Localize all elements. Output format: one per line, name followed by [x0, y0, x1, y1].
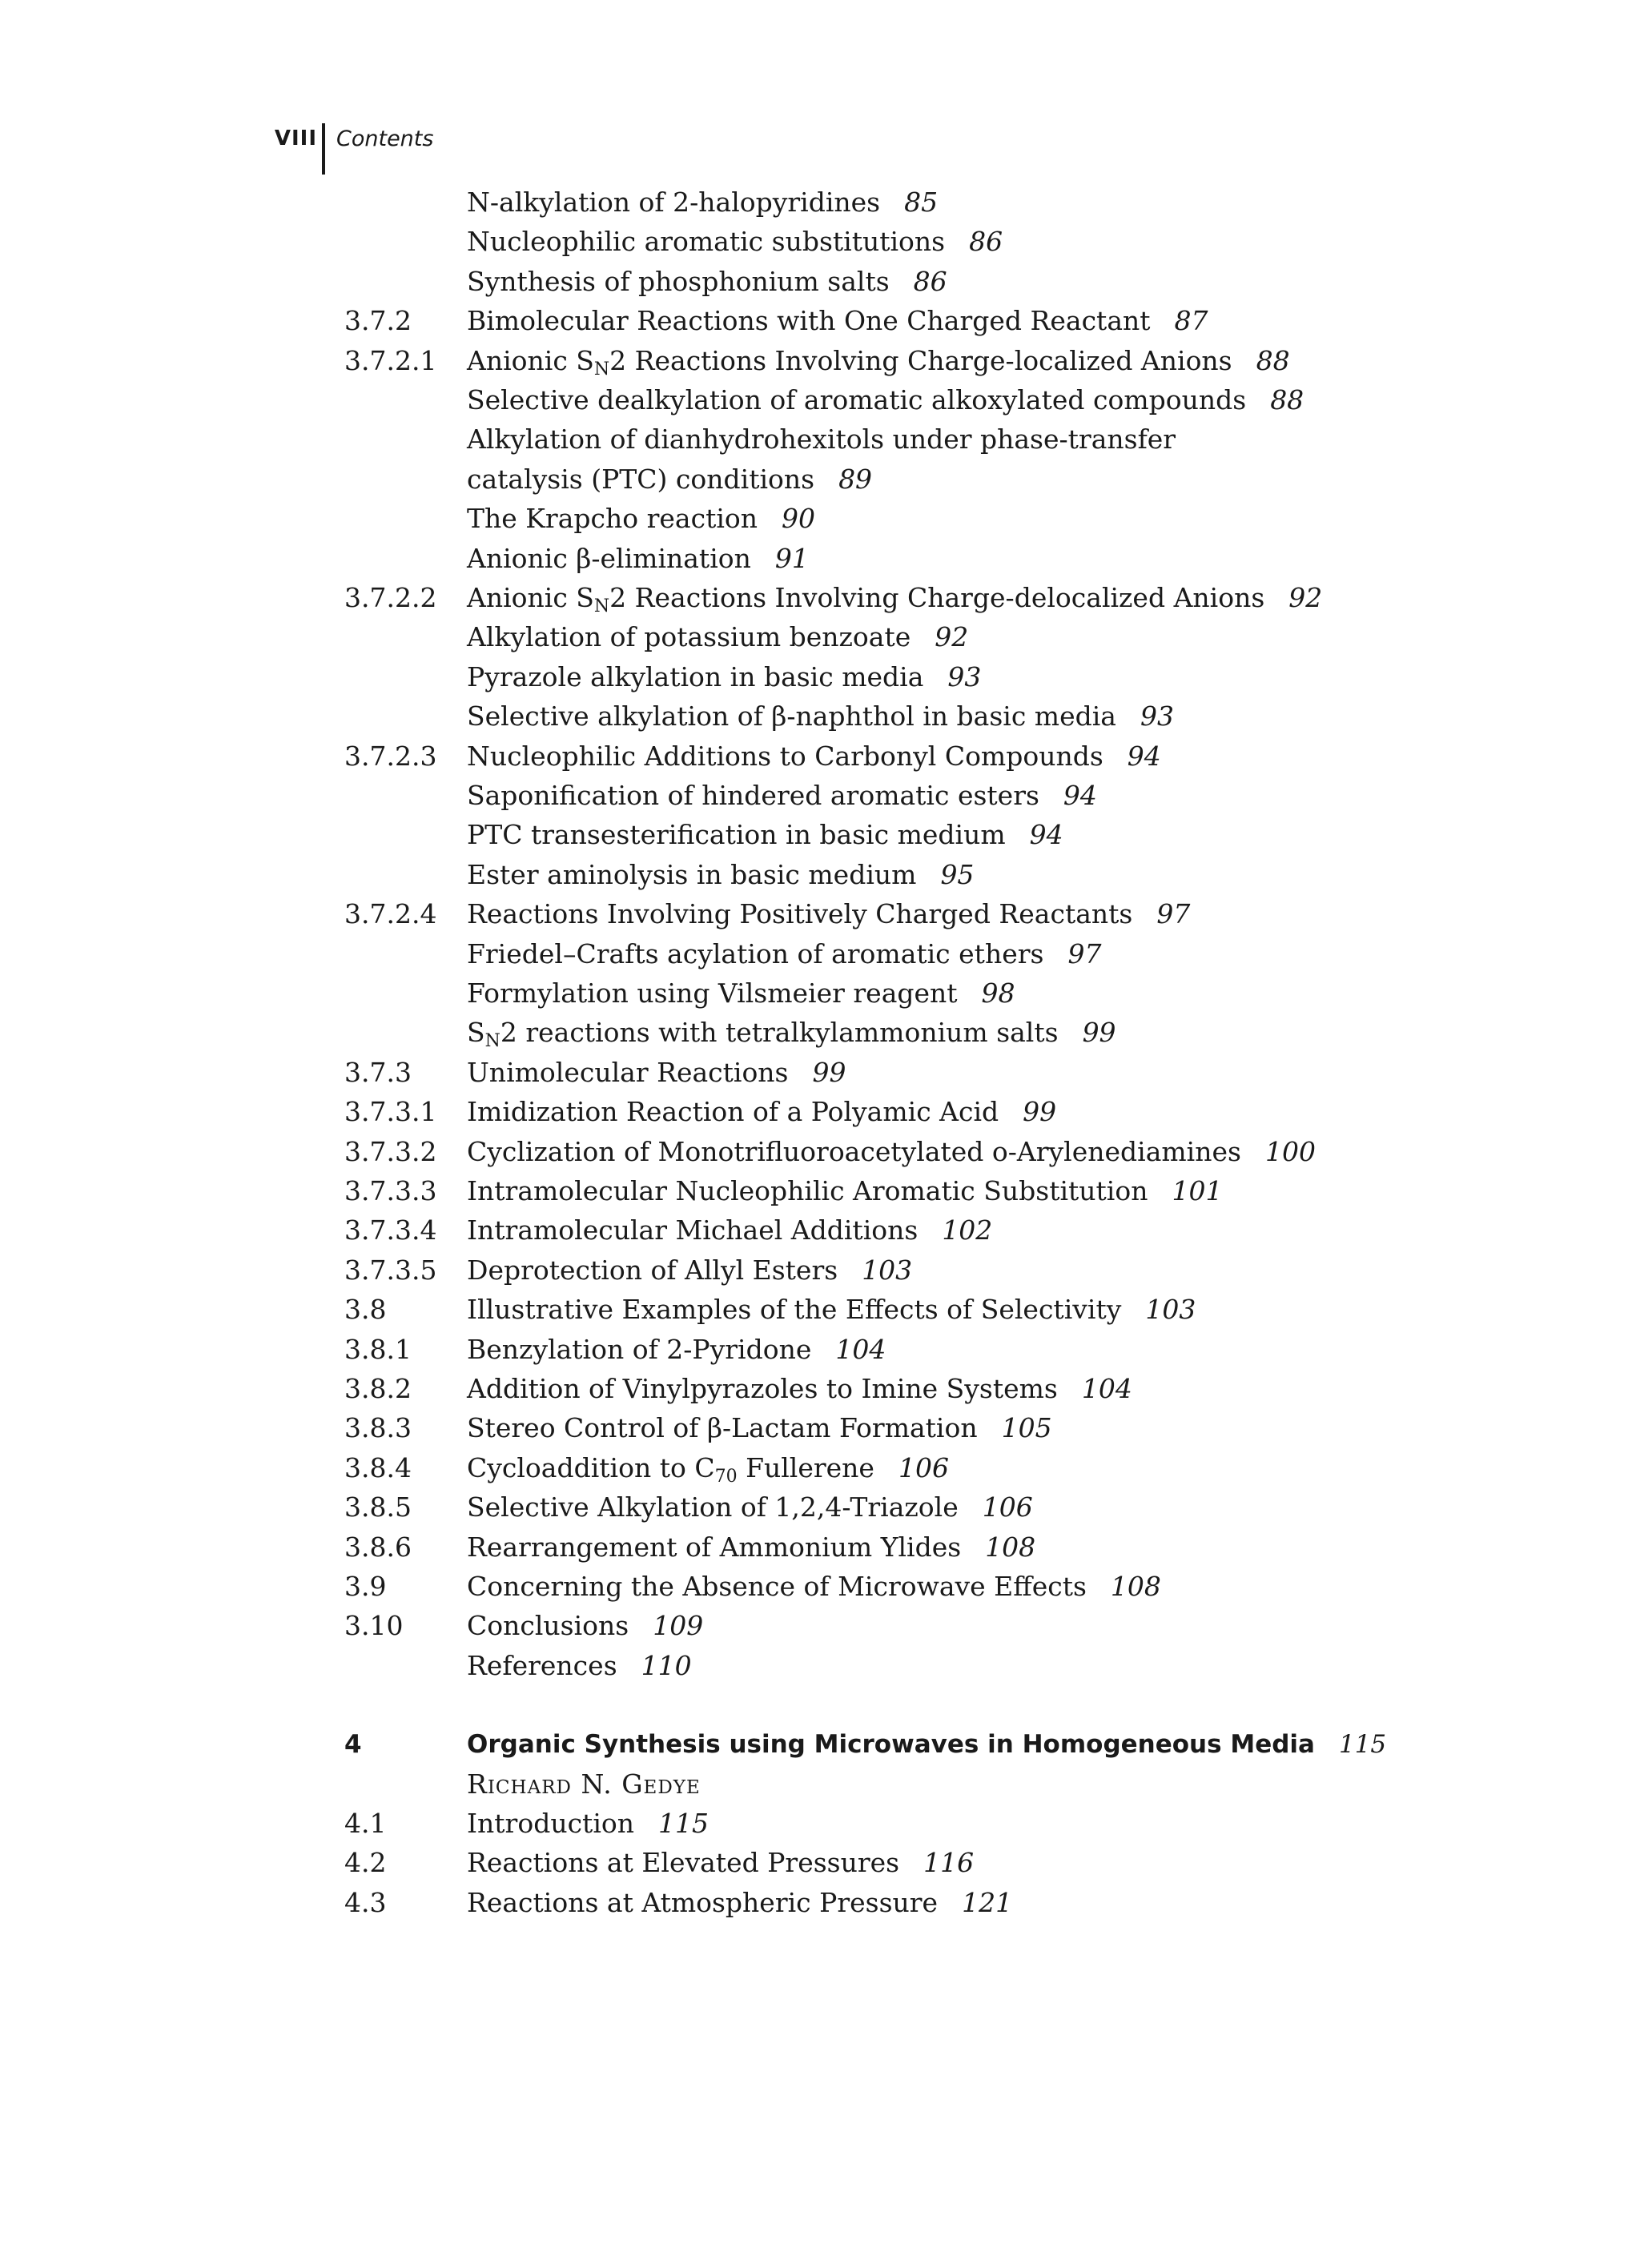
section-title: Alkylation of potassium benzoate 92 — [467, 621, 969, 653]
section-number: 3.7.3.4 — [344, 1214, 437, 1246]
section-title: N-alkylation of 2-halopyridines 85 — [467, 187, 939, 218]
page-ref: 106 — [898, 1451, 949, 1483]
section-title: Deprotection of Allyl Esters 103 — [467, 1254, 913, 1286]
page-ref: 87 — [1174, 305, 1208, 337]
toc-entry — [0, 539, 1628, 579]
section-title: Anionic $S_N2$ Reactions Involving Charge-delocalized Anions 92 — [467, 582, 1323, 616]
section-title: Stereo Control of β-Lactam Formation 105 — [467, 1412, 1052, 1444]
toc-entry — [0, 657, 1628, 697]
page-ref: 91 — [774, 542, 809, 574]
toc-entry — [0, 737, 1628, 777]
page-ref: 90 — [782, 503, 815, 535]
page-ref: 109 — [653, 1610, 704, 1642]
toc-entry — [0, 1487, 1628, 1527]
section-title: Organic Synthesis using Microwaves in Homogeneous Media 115 — [467, 1730, 1387, 1760]
section-title: Reactions at Elevated Pressures 116 — [467, 1847, 975, 1879]
section-title: Conclusions 109 — [467, 1610, 704, 1642]
page-ref: 102 — [942, 1214, 993, 1246]
section-title: PTC transesterification in basic medium 94 — [467, 819, 1063, 851]
section-number: 3.7.3 — [344, 1056, 412, 1088]
page-ref: 85 — [904, 187, 939, 218]
section-title: Bimolecular Reactions with One Charged Reactant 87 — [467, 305, 1208, 337]
section-title: Reactions Involving Positively Charged Reactants 97 — [467, 898, 1191, 930]
toc-entry — [0, 578, 1628, 618]
section-title: Anionic β-elimination 91 — [467, 542, 809, 574]
toc-entry — [0, 1092, 1628, 1132]
page-ref: 89 — [838, 463, 873, 495]
toc-entry — [0, 855, 1628, 895]
section-number: 3.8.2 — [344, 1373, 412, 1404]
page-ref: 98 — [981, 977, 1015, 1009]
section-title: Cyclization of Monotrifluoroacetylated o-Arylenediamines 100 — [467, 1135, 1316, 1167]
toc-entry — [0, 934, 1628, 974]
section-title: Ester aminolysis in basic medium 95 — [467, 858, 975, 890]
toc-entry — [0, 301, 1628, 341]
page-ref: 97 — [1156, 898, 1191, 930]
toc-entry — [0, 894, 1628, 934]
section-title: Nucleophilic Additions to Carbonyl Compounds 94 — [467, 740, 1161, 772]
page-ref: 115 — [1338, 1730, 1387, 1760]
section-number: 3.7.3.3 — [344, 1175, 437, 1206]
toc-entry — [0, 1527, 1628, 1568]
section-number: 4.1 — [344, 1808, 387, 1839]
page-ref: 116 — [923, 1847, 975, 1879]
page-ref: 92 — [1288, 582, 1323, 613]
toc-entry — [0, 1290, 1628, 1330]
page-ref: 101 — [1172, 1175, 1223, 1206]
toc-entry — [0, 460, 1628, 500]
toc-entry — [0, 617, 1628, 657]
section-number: 4.2 — [344, 1847, 387, 1879]
section-title: Intramolecular Michael Additions 102 — [467, 1214, 993, 1246]
section-number: 3.7.2.4 — [344, 898, 437, 930]
toc-entry — [0, 222, 1628, 262]
section-title: Addition of Vinylpyrazoles to Imine Systems 104 — [467, 1373, 1132, 1404]
page-ref: 99 — [1023, 1096, 1057, 1128]
page-ref: 94 — [1029, 819, 1063, 851]
toc-entry — [0, 696, 1628, 737]
toc-entry — [0, 1843, 1628, 1883]
toc-entry — [0, 1053, 1628, 1093]
page-ref: 94 — [1127, 740, 1161, 772]
page-ref: 108 — [1110, 1571, 1161, 1602]
section-number: 3.9 — [344, 1571, 387, 1602]
section-number: 3.10 — [344, 1610, 404, 1642]
toc-entry — [0, 419, 1628, 460]
page-ref: 99 — [1082, 1017, 1116, 1049]
toc-entry — [0, 1132, 1628, 1172]
section-title: Pyrazole alkylation in basic media 93 — [467, 660, 982, 692]
header-divider — [322, 123, 325, 175]
section-title: Unimolecular Reactions 99 — [467, 1056, 846, 1088]
toc-entry — [0, 380, 1628, 420]
section-title: $S_N2$ reactions with tetralkylammonium salts 99 — [467, 1017, 1116, 1052]
page-ref: 105 — [1001, 1412, 1052, 1444]
section-title: Concerning the Absence of Microwave Effects 108 — [467, 1571, 1161, 1602]
section-title: Benzylation of 2-Pyridone 104 — [467, 1333, 886, 1365]
toc-entry — [0, 1369, 1628, 1409]
section-title: Introduction 115 — [467, 1808, 709, 1839]
page-ref: 99 — [812, 1056, 846, 1088]
page-ref: 106 — [982, 1491, 1033, 1523]
section-title: Alkylation of dianhydrohexitols under phase-transfer — [467, 423, 1176, 456]
section-number: 3.8.1 — [344, 1333, 412, 1365]
toc-entry — [0, 1606, 1628, 1646]
page-ref: 121 — [962, 1886, 1013, 1918]
section-number: 3.8.3 — [344, 1412, 412, 1444]
section-title: Reactions at Atmospheric Pressure 121 — [467, 1886, 1013, 1918]
toc-entry — [0, 1724, 1628, 1764]
page-ref: 103 — [1145, 1294, 1196, 1326]
section-title: Rearrangement of Ammonium Ylides 108 — [467, 1531, 1036, 1563]
section-number: 3.7.3.5 — [344, 1254, 437, 1286]
section-title: Selective Alkylation of 1,2,4-Triazole 106 — [467, 1491, 1033, 1523]
toc-entry — [0, 1330, 1628, 1370]
section-number: 4 — [344, 1730, 362, 1760]
page-ref: 86 — [913, 265, 947, 297]
section-title: Friedel–Crafts acylation of aromatic ethers 97 — [467, 937, 1102, 969]
chapter-author: Richard N. Gedye — [467, 1768, 701, 1800]
toc-entry — [0, 499, 1628, 539]
page-ref: 97 — [1067, 937, 1102, 969]
section-title: Imidization Reaction of a Polyamic Acid 99 — [467, 1096, 1057, 1128]
toc-entry — [0, 1013, 1628, 1053]
section-title: Saponification of hindered aromatic esters 94 — [467, 780, 1097, 811]
toc-entry — [0, 1210, 1628, 1250]
section-title: The Krapcho reaction 90 — [467, 503, 815, 535]
page-ref: 88 — [1270, 384, 1304, 415]
toc-entry — [0, 1764, 1628, 1804]
section-number: 4.3 — [344, 1886, 387, 1918]
toc-entry — [0, 1567, 1628, 1607]
section-title: Nucleophilic aromatic substitutions 86 — [467, 226, 1003, 258]
section-number: 3.7.3.2 — [344, 1135, 437, 1167]
section-title: Cycloaddition to $C_{70}$ Fullerene 106 — [467, 1451, 949, 1487]
toc-entry — [0, 1448, 1628, 1488]
running-head-title: Contents — [336, 126, 434, 151]
section-number: 3.8.5 — [344, 1491, 412, 1523]
toc-entry — [0, 973, 1628, 1014]
page-ref: 110 — [641, 1649, 692, 1681]
toc-entry — [0, 341, 1628, 381]
section-number: 3.7.2.2 — [344, 582, 437, 613]
section-title: References 110 — [467, 1649, 692, 1681]
page-ref: 88 — [1256, 344, 1290, 376]
section-title: catalysis (PTC) conditions 89 — [467, 463, 873, 495]
toc-entry — [0, 776, 1628, 816]
toc-entry — [0, 1408, 1628, 1448]
section-title: Selective dealkylation of aromatic alkoxylated compounds 88 — [467, 384, 1304, 415]
section-number: 3.8.6 — [344, 1531, 412, 1563]
section-number: 3.7.2 — [344, 305, 412, 337]
section-number: 3.8.4 — [344, 1451, 412, 1483]
page-number: VIII — [274, 126, 317, 151]
section-title: Illustrative Examples of the Effects of Selectivity 103 — [467, 1294, 1196, 1326]
toc-entry — [0, 1804, 1628, 1844]
toc-entry — [0, 1171, 1628, 1211]
page-ref: 103 — [862, 1254, 913, 1286]
toc-entry — [0, 183, 1628, 223]
page-ref: 104 — [1081, 1373, 1132, 1404]
page-ref: 86 — [969, 226, 1003, 258]
section-number: 3.7.2.1 — [344, 344, 437, 376]
toc-entry — [0, 1883, 1628, 1923]
section-number: 3.8 — [344, 1294, 387, 1326]
page-ref: 93 — [1140, 700, 1174, 733]
section-title: Selective alkylation of β-naphthol in basic media 93 — [467, 700, 1174, 733]
toc-entry — [0, 815, 1628, 855]
section-title: Formylation using Vilsmeier reagent 98 — [467, 977, 1015, 1009]
toc-entry — [0, 1646, 1628, 1686]
section-number: 3.7.3.1 — [344, 1096, 437, 1128]
section-title: Anionic $S_N2$ Reactions Involving Charge-localized Anions 88 — [467, 344, 1290, 379]
page-ref: 104 — [835, 1333, 886, 1365]
section-title: Synthesis of phosphonium salts 86 — [467, 265, 947, 297]
page-ref: 115 — [658, 1808, 709, 1839]
page-ref: 94 — [1063, 780, 1097, 811]
section-number: 3.7.2.3 — [344, 740, 437, 772]
page-ref: 92 — [935, 621, 969, 653]
toc-entry — [0, 262, 1628, 302]
page-ref: 93 — [947, 660, 982, 692]
page-ref: 95 — [940, 858, 975, 890]
page-ref: 108 — [985, 1531, 1036, 1563]
toc-entry — [0, 1250, 1628, 1291]
page-ref: 100 — [1264, 1135, 1316, 1167]
section-title: Intramolecular Nucleophilic Aromatic Substitution 101 — [467, 1175, 1223, 1206]
